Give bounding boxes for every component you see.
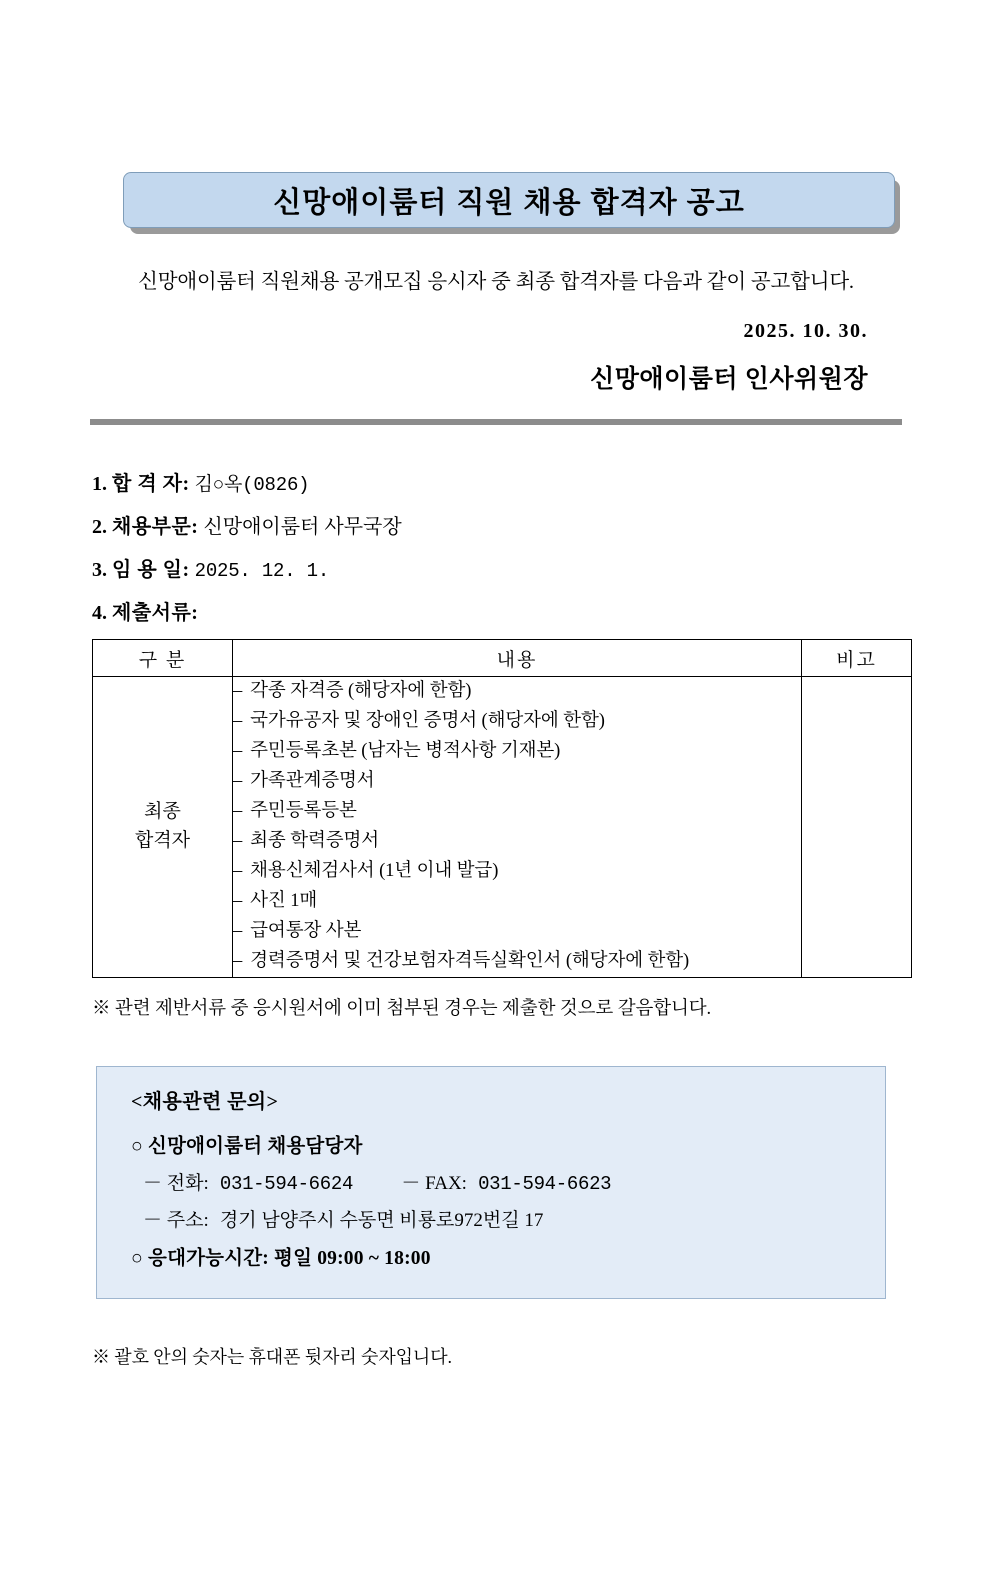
- table-header-contents: 내용: [233, 640, 802, 677]
- fax-value: 031-594-6623: [478, 1172, 612, 1195]
- intro-paragraph: 신망애이룸터 직원채용 공개모집 응시자 중 최종 합격자를 다음과 같이 공고합니다.: [138, 271, 854, 293]
- list-item-label: 제출서류:: [112, 602, 199, 624]
- contact-hours: ○ 응대가능시간: 평일 09:00 ~ 18:00: [131, 1247, 431, 1269]
- title-banner: [123, 172, 895, 228]
- title-banner-wrap: [68, 172, 924, 234]
- documents-table: [92, 639, 912, 978]
- document-item: – 사진 1매: [233, 887, 801, 917]
- list-item: [92, 467, 924, 496]
- phone-value: 031-594-6624: [219, 1172, 354, 1195]
- list-item-label: 채용부문:: [112, 516, 199, 538]
- table-header-note: 비고: [802, 640, 912, 677]
- document-item: – 급여통장 사본: [233, 917, 801, 947]
- table-cell-note: [802, 677, 912, 978]
- horizontal-divider: [90, 419, 902, 425]
- list-item-number: 2.: [92, 516, 107, 538]
- list-item-number: 4.: [92, 602, 107, 624]
- table-cell-contents: [233, 677, 802, 978]
- address-label: － 주소:: [143, 1209, 209, 1231]
- list-item: [92, 596, 924, 625]
- table-note: ※ 관련 제반서류 중 응시원서에 이미 첨부된 경우는 제출한 것으로 갈음합니다.: [92, 998, 712, 1019]
- issuer-name: 신망애이룸터 인사위원장: [590, 366, 868, 393]
- fax-label: － FAX:: [401, 1172, 467, 1194]
- table-cell-division: [93, 677, 233, 978]
- list-item-value: 2025. 12. 1.: [194, 560, 330, 582]
- division-line-2: 합격자: [134, 829, 191, 851]
- footnote: ※ 괄호 안의 숫자는 휴대폰 뒷자리 숫자입니다.: [92, 1346, 452, 1367]
- table-header-division: 구 분: [93, 640, 233, 677]
- table-row: [93, 677, 912, 978]
- list-item-number: 3.: [92, 559, 107, 581]
- document-item: – 주민등록초본 (남자는 병적사항 기재본): [233, 737, 801, 767]
- contact-phone-row: [131, 1168, 885, 1195]
- phone-label: － 전화:: [143, 1172, 209, 1194]
- contact-box: [96, 1066, 886, 1299]
- document-item: – 주민등록등본: [233, 797, 801, 827]
- document-item: – 각종 자격증 (해당자에 한함): [233, 677, 801, 707]
- page-title: 신망애이룸터 직원 채용 합격자 공고: [273, 186, 745, 219]
- document-item: – 국가유공자 및 장애인 증명서 (해당자에 한함): [233, 707, 801, 737]
- list-item-number: 1.: [92, 473, 107, 495]
- list-item-label: 합 격 자:: [112, 473, 190, 495]
- info-list: [68, 467, 924, 625]
- contact-address-row: [131, 1205, 885, 1232]
- list-item-value: 신망애이룸터 사무국장: [203, 516, 402, 538]
- contact-org: ○ 신망애이룸터 채용담당자: [131, 1135, 363, 1157]
- list-item-value: 김○옥(0826): [194, 474, 310, 496]
- document-item: – 경력증명서 및 건강보험자격득실확인서 (해당자에 한함): [233, 947, 801, 977]
- list-item: [92, 553, 924, 582]
- address-value: 경기 남양주시 수동면 비룡로972번길 17: [219, 1209, 544, 1231]
- contact-title: <채용관련 문의>: [131, 1090, 279, 1113]
- table-header-row: [93, 640, 912, 677]
- division-line-1: 최종: [144, 801, 181, 823]
- list-item-label: 임 용 일:: [112, 559, 190, 581]
- list-item: [92, 510, 924, 539]
- document-item: – 최종 학력증명서: [233, 827, 801, 857]
- announcement-date: 2025. 10. 30.: [743, 320, 868, 342]
- document-item: – 채용신체검사서 (1년 이내 발급): [233, 857, 801, 887]
- document-item: – 가족관계증명서: [233, 767, 801, 797]
- document-page: [0, 172, 992, 1575]
